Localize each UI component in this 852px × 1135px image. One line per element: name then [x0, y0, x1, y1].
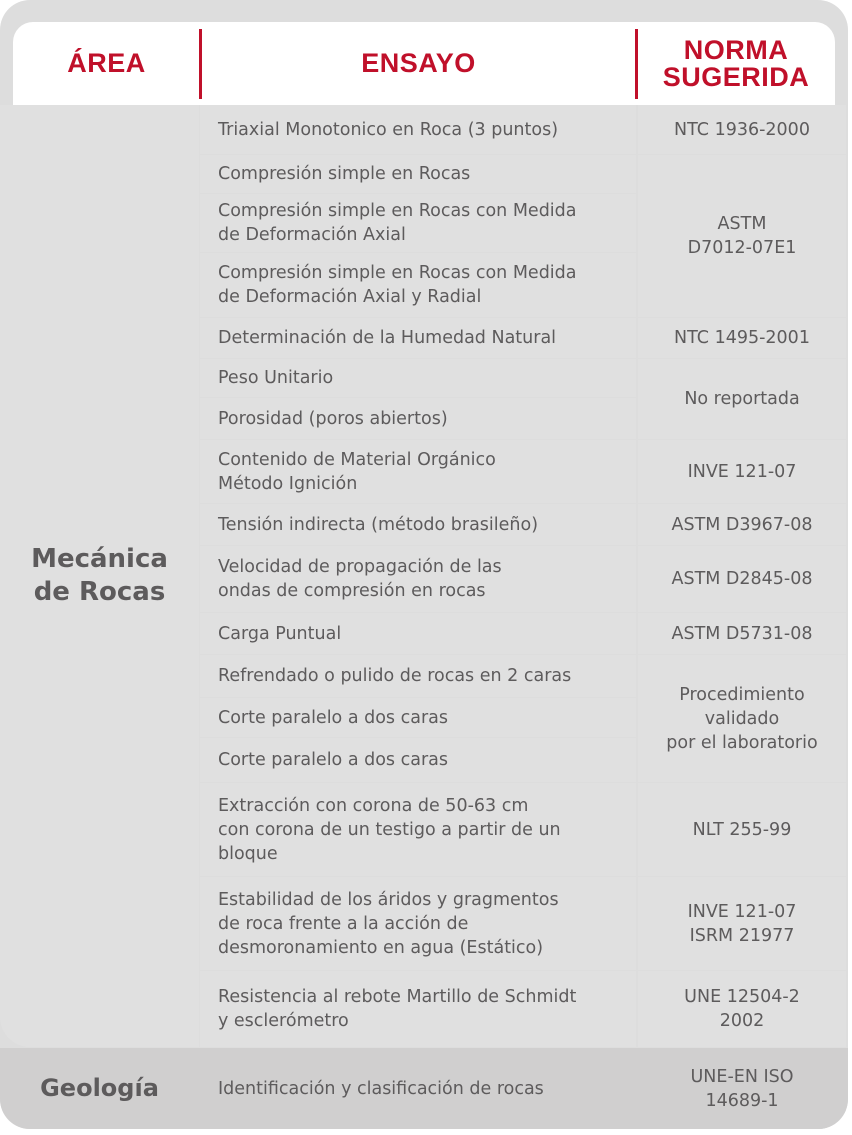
ensayo-text: [218, 118, 618, 142]
ensayo-cell: [200, 613, 636, 654]
ensayo-text: [218, 888, 618, 960]
norma-line: NTC 1495-2001: [674, 328, 810, 348]
ensayo-line: Peso Unitario: [218, 368, 334, 388]
norma-text: [693, 818, 792, 842]
ensayo-line: de roca frente a la acción de: [218, 913, 469, 934]
ensayo-line: Método Ignición: [218, 473, 358, 494]
norma-line: ASTM D2845-08: [671, 569, 813, 589]
norma-line: ASTM D3967-08: [671, 514, 813, 535]
ensayo-cell: [200, 440, 636, 503]
ensayo-cell: [200, 398, 636, 439]
ensayo-cell: [200, 698, 636, 737]
ensayo-line: Extracción con corona de 50-63 cm: [218, 795, 529, 816]
area-geologia: [0, 1048, 199, 1129]
norma-cell: [638, 1048, 846, 1129]
norma-cell: [638, 655, 846, 782]
header-ensayo-label: ENSAYO: [361, 48, 476, 78]
norma-text: [671, 567, 812, 591]
area-label-line: Mecánica: [31, 544, 168, 574]
area-label-line: de Rocas: [33, 577, 166, 607]
ensayo-text: [218, 985, 618, 1033]
ensayo-cell: [200, 504, 636, 545]
ensayo-cell: [200, 1048, 636, 1129]
ensayo-line: Compresión simple en Rocas: [218, 164, 471, 184]
ensayo-cell: [200, 359, 636, 397]
ensayo-cell: [200, 105, 636, 154]
norma-text: [684, 985, 800, 1033]
norma-line: D7012-07E1: [687, 238, 797, 258]
norma-cell: [638, 783, 846, 876]
ensayo-line: Tensión indirecta (método brasileño): [218, 514, 539, 535]
norma-text: [688, 900, 797, 948]
header-norma: [637, 22, 835, 105]
norma-line: INVE 121-07: [687, 901, 797, 922]
norma-line: Procedimiento: [679, 684, 805, 705]
norma-cell: [638, 504, 846, 545]
norma-text: [684, 387, 799, 411]
norma-text: [674, 118, 810, 142]
norma-line: UNE-EN ISO: [690, 1066, 794, 1087]
ensayo-line: ondas de compresión en rocas: [218, 581, 486, 601]
ensayo-text: [218, 1077, 618, 1101]
ensayo-line: Compresión simple en Rocas con Medida: [218, 263, 577, 283]
norma-cell: [638, 155, 846, 317]
norma-cell: [638, 105, 846, 154]
norma-line: NTC 1936-2000: [674, 119, 810, 140]
ensayo-cell: [200, 155, 636, 193]
norma-cell: [638, 440, 846, 503]
ensayo-text: [218, 366, 618, 390]
header-area: [13, 22, 200, 105]
ensayo-text: [218, 199, 618, 247]
norma-line: 2002: [719, 1011, 765, 1031]
norma-text: [688, 212, 797, 260]
ensayo-line: Compresión simple en Rocas con Medida: [218, 201, 577, 221]
ensayo-text: [218, 748, 618, 772]
ensayo-line: Corte paralelo a dos caras: [218, 750, 448, 770]
ensayo-text: [218, 664, 618, 688]
area-label: Geología: [40, 1074, 159, 1102]
header-norma-line: NORMA: [683, 34, 789, 65]
ensayo-text: [218, 261, 618, 309]
ensayo-cell: [200, 194, 636, 252]
norma-cell: [638, 613, 846, 654]
ensayo-line: con corona de un testigo a partir de un: [218, 819, 561, 840]
ensayo-cell: [200, 971, 636, 1047]
ensayo-text: [218, 794, 618, 866]
ensayo-line: Corte paralelo a dos caras: [218, 707, 448, 728]
ensayo-cell: [200, 318, 636, 358]
norma-cell: [638, 971, 846, 1047]
ensayo-cell: [200, 738, 636, 782]
norma-line: por el laboratorio: [666, 732, 818, 753]
table-header: [13, 22, 835, 105]
ensayo-text: [218, 555, 618, 603]
header-norma-label: [662, 34, 810, 92]
norma-line: ASTM: [717, 214, 767, 234]
ensayo-line: desmoronamiento en agua (Estático): [218, 937, 544, 958]
norma-cell: [638, 318, 846, 358]
ensayo-line: Resistencia al rebote Martillo de Schmidt: [218, 987, 577, 1007]
norma-cell: [638, 359, 846, 439]
ensayo-text: [218, 407, 618, 431]
ensayo-line: Triaxial Monotonico en Roca (3 puntos): [218, 119, 559, 140]
norma-line: ASTM D5731-08: [671, 623, 813, 644]
header-area-label: ÁREA: [67, 48, 146, 78]
norma-text: [671, 622, 812, 646]
ensayo-cell: [200, 655, 636, 697]
ensayo-cell: [200, 253, 636, 317]
ensayo-line: Identificación y clasificación de rocas: [218, 1078, 544, 1099]
ensayo-text: [218, 448, 618, 496]
area-label: [31, 543, 168, 609]
ensayo-line: Determinación de la Humedad Natural: [218, 328, 557, 348]
header-norma-line: SUGERIDA: [662, 61, 810, 92]
norma-line: 14689-1: [705, 1090, 779, 1111]
ensayo-cell: [200, 877, 636, 970]
norma-text: [671, 513, 812, 537]
ensayo-text: [218, 622, 618, 646]
ensayo-cell: [200, 783, 636, 876]
norma-line: UNE 12504-2: [684, 987, 800, 1007]
ensayo-line: y esclerómetro: [218, 1011, 349, 1031]
ensayo-line: Estabilidad de los áridos y gragmentos: [218, 889, 559, 910]
norma-line: ISRM 21977: [689, 925, 795, 946]
norma-text: [666, 683, 817, 755]
ensayo-line: Contenido de Material Orgánico: [218, 449, 496, 470]
area-mecanica-de-rocas: [0, 105, 199, 1047]
header-ensayo: [200, 22, 637, 105]
ensayo-line: Velocidad de propagación de las: [218, 557, 502, 577]
norma-text: [690, 1065, 793, 1113]
norma-text: [674, 326, 810, 350]
norma-text: [688, 460, 797, 484]
norma-cell: [638, 877, 846, 970]
ensayo-line: Carga Puntual: [218, 623, 342, 644]
norma-line: NLT 255-99: [692, 819, 792, 840]
ensayo-line: Refrendado o pulido de rocas en 2 caras: [218, 666, 572, 686]
ensayo-line: bloque: [218, 843, 278, 864]
ensayo-text: [218, 162, 618, 186]
ensayo-line: de Deformación Axial: [218, 225, 406, 245]
norma-line: INVE 121-07: [687, 461, 797, 482]
ensayo-text: [218, 706, 618, 730]
norma-line: No reportada: [684, 389, 800, 409]
ensayo-line: Porosidad (poros abiertos): [218, 408, 448, 429]
ensayo-cell: [200, 546, 636, 612]
norma-line: validado: [704, 708, 780, 729]
ensayo-text: [218, 513, 618, 537]
ensayo-line: de Deformación Axial y Radial: [218, 287, 482, 307]
norma-cell: [638, 546, 846, 612]
ensayo-text: [218, 326, 618, 350]
